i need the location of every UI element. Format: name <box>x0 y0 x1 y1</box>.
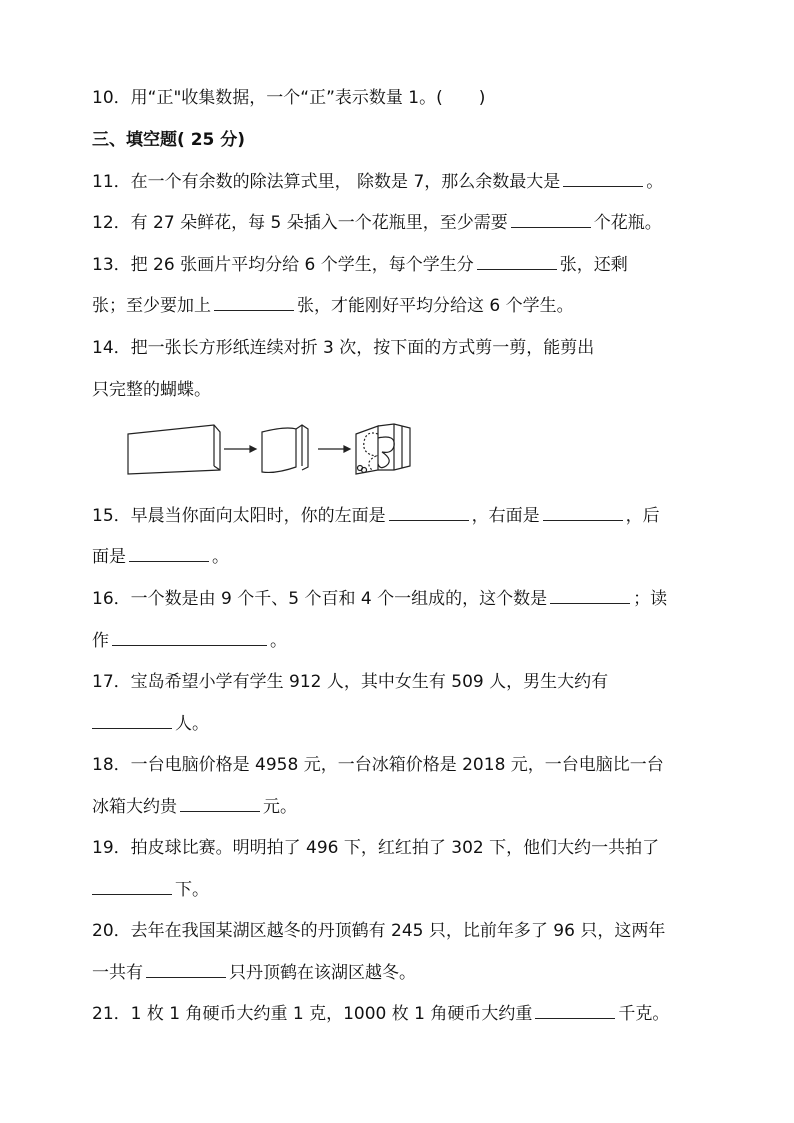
question-number: 10． <box>92 88 131 108</box>
answer-blank[interactable] <box>146 961 226 978</box>
question-19: 19．拍皮球比赛。明明拍了 496 下，红红拍了 302 下，他们大约一共拍了 <box>92 838 660 858</box>
answer-blank[interactable] <box>511 211 591 228</box>
question-20-cont: 一共有 只丹顶鹤在该湖区越冬。 <box>92 963 416 983</box>
question-number: 12． <box>92 213 131 233</box>
answer-blank[interactable] <box>550 587 630 604</box>
question-15: 15．早晨当你面向太阳时，你的左面是 ，右面是 ，后 <box>92 506 660 526</box>
question-text: 用“正"收集数据，一个“正”表示数量 1。( <box>130 88 443 108</box>
folded-paper <box>262 425 308 472</box>
question-12: 12．有 27 朵鲜花，每 5 朵插入一个花瓶里，至少需要 个花瓶。 <box>92 213 662 233</box>
question-16: 16．一个数是由 9 个千、5 个百和 4 个一组成的，这个数是 ；读 <box>92 589 668 609</box>
question-21: 21．1 枚 1 角硬币大约重 1 克，1000 枚 1 角硬币大约重 千克。 <box>92 1004 670 1024</box>
paper-folding-figure <box>126 420 416 478</box>
question-19-cont: 下。 <box>92 878 734 902</box>
question-11: 11．在一个有余数的除法算式里， 除数是 7，那么余数最大是 。 <box>92 172 664 192</box>
question-13-cont: 张；至少要加上 张，才能刚好平均分给这 6 个学生。 <box>92 296 574 316</box>
answer-blank[interactable] <box>543 504 623 521</box>
answer-blank[interactable] <box>563 170 643 187</box>
unfolded-paper <box>128 425 220 474</box>
question-16-cont: 作 。 <box>92 631 287 651</box>
question-number: 11． <box>92 172 131 192</box>
answer-blank[interactable] <box>389 504 469 521</box>
question-number: 13． <box>92 255 131 275</box>
question-17-cont: 人。 <box>92 712 734 736</box>
answer-blank[interactable] <box>92 712 172 729</box>
cut-paper <box>356 424 410 474</box>
answer-blank[interactable] <box>214 294 294 311</box>
section-heading: 三、填空题( 25 分) <box>92 130 246 150</box>
question-15-cont: 面是 。 <box>92 547 229 567</box>
question-18: 18．一台电脑价格是 4958 元，一台冰箱价格是 2018 元，一台电脑比一台 <box>92 755 664 775</box>
arrow-icon <box>318 446 350 452</box>
question-17: 17．宝岛希望小学有学生 912 人，其中女生有 509 人，男生大约有 <box>92 672 609 692</box>
question-number: 19． <box>92 838 131 858</box>
answer-blank[interactable] <box>180 795 260 812</box>
question-number: 21． <box>92 1004 131 1024</box>
question-number: 15． <box>92 506 131 526</box>
question-13: 13．把 26 张画片平均分给 6 个学生，每个学生分 张，还剩 <box>92 255 628 275</box>
question-number: 18． <box>92 755 131 775</box>
question-20: 20．去年在我国某湖区越冬的丹顶鹤有 245 只，比前年多了 96 只，这两年 <box>92 921 666 941</box>
answer-blank[interactable] <box>112 629 267 646</box>
question-14-cont: 只完整的蝴蝶。 <box>92 380 211 400</box>
question-18-cont: 冰箱大约贵 元。 <box>92 797 297 817</box>
question-14: 14．把一张长方形纸连续对折 3 次，按下面的方式剪一剪，能剪出 <box>92 338 595 358</box>
arrow-icon <box>224 446 256 452</box>
question-number: 17． <box>92 672 131 692</box>
question-number: 20． <box>92 921 131 941</box>
answer-blank[interactable] <box>535 1002 615 1019</box>
answer-blank[interactable] <box>129 545 209 562</box>
question-number: 14． <box>92 338 131 358</box>
answer-blank[interactable] <box>92 878 172 895</box>
answer-blank[interactable] <box>477 253 557 270</box>
question-10: 10．用“正"收集数据，一个“正”表示数量 1。( ) <box>92 88 486 108</box>
question-number: 16． <box>92 589 131 609</box>
